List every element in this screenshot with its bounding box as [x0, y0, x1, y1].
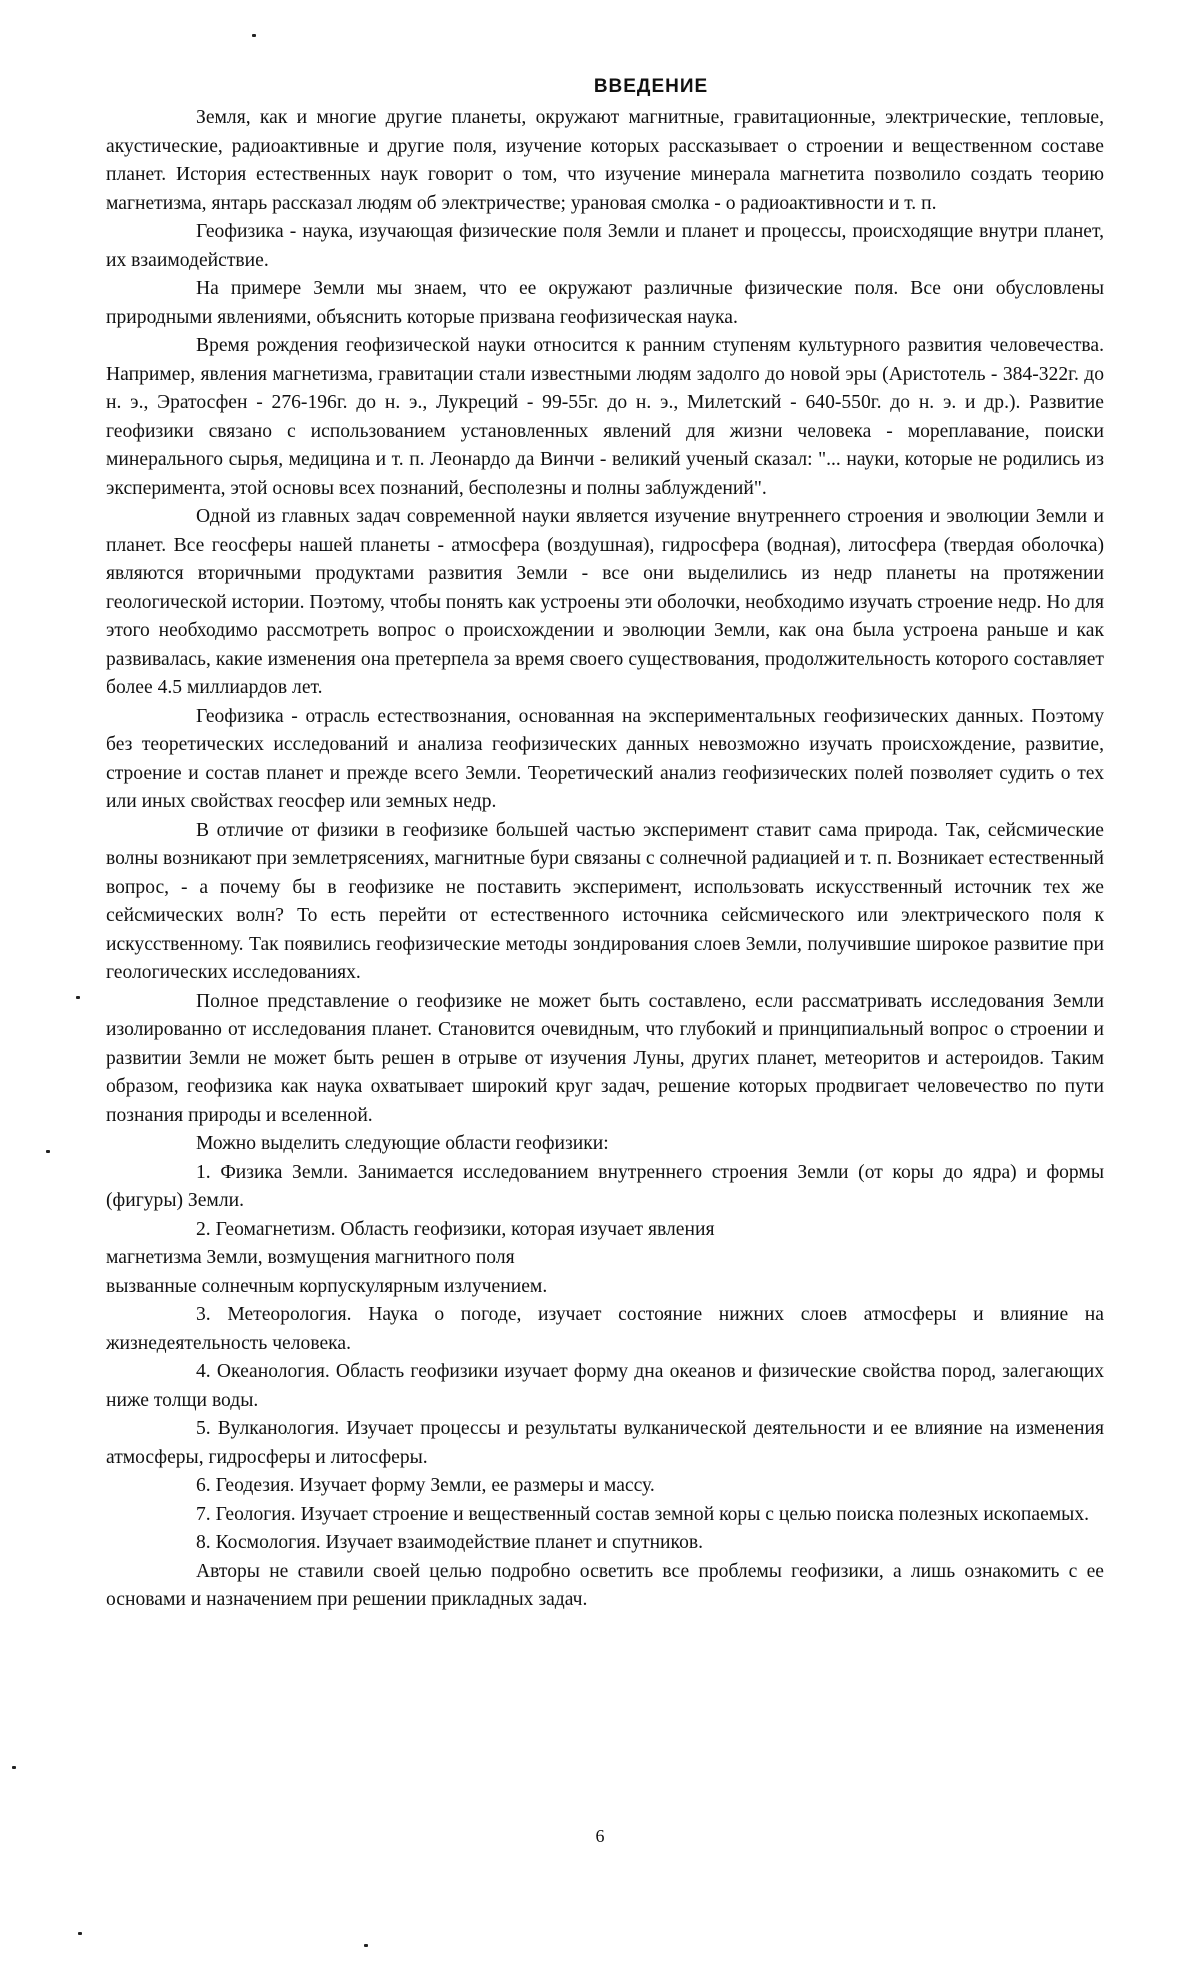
scan-speck	[76, 996, 80, 999]
scan-speck	[252, 34, 256, 37]
list-item-continuation: вызванные солнечным корпускулярным излучением.	[106, 1275, 548, 1297]
paragraph: Можно выделить следующие области геофизики:	[196, 1133, 609, 1154]
paragraph: В отличие от физики в геофизике большей частью эксперимент ставит сама природа. Так, сейсмические волны возникают при землетрясениях, магнитные бури связаны с солнечной радиацией и т. п. Возникает естественный вопрос, - а почему бы в геофизике не поставить эксперимент, использовать искусственный источник тех же сейсмических волн? То есть перейти от естественного источника сейсмического или электрического поля к искусственному. Так появились геофизические методы зондирования слоев Земли, получившие широкое развитие при геологических исследованиях.	[106, 819, 1104, 983]
paragraph: Одной из главных задач современной науки является изучение внутреннего строения и эволюции Земли и планет. Все геосферы нашей планеты - атмосфера (воздушная), гидросфера (водная), литосфера (твердая оболочка) являются вторичными продуктами развития Земли - все они выделились из недр планеты на протяжении геологической истории. Поэтому, чтобы понять как устроены эти оболочки, необходимо изучать строение недр. Но для этого необходимо рассмотреть вопрос о происхождении и эволюции Земли, как она была устроена раньше и как развивалась, какие изменения она претерпела за время своего существования, продолжительность которого составляет более 4.5 миллиардов лет.	[106, 506, 1104, 698]
scan-speck	[46, 1150, 50, 1153]
paragraph: Геофизика - отрасль естествознания, основанная на экспериментальных геофизических данных. Поэтому без теоретических исследований и анализа геофизических данных невозможно изучать происхождение, развитие, строение и состав планет и прежде всего Земли. Теоретический анализ геофизических полей позволяет судить о тех или иных свойствах геосфер или земных недр.	[106, 705, 1104, 812]
paragraph: Время рождения геофизической науки относится к ранним ступеням культурного развития человечества. Например, явления магнетизма, гравитации стали известными людям задолго до новой эры (Аристотель - 384-322г. до н. э., Эратосфен - 276-196г. до н. э., Лукреций - 99-55г. до н. э., Милетский - 640-550г. до н. э. и др.). Развитие геофизики связано с использованием установленных явлений для жизни человека - мореплавание, поиски минерального сырья, медицина и т. п. Леонардо да Винчи - великий ученый сказал: "... науки, которые не родились из эксперимента, этой основы всех познаний, бесполезны и полны заблуждений".	[106, 335, 1104, 499]
paragraph: Земля, как и многие другие планеты, окружают магнитные, гравитационные, электрические, тепловые, акустические, радиоактивные и другие поля, изучение которых рассказывает о строении и вещественном составе планет. История естественных наук говорит о том, что изучение минерала магнетита позволило создать теорию магнетизма, янтарь рассказал людям об электричестве; урановая смолка - о радиоактивности и т. п.	[106, 107, 1104, 214]
closing-paragraph: Авторы не ставили своей целью подробно осветить все проблемы геофизики, а лишь ознакомить с ее основами и назначением при решении прикладных задач.	[106, 1560, 1104, 1610]
list-item: 4. Океанология. Область геофизики изучает форму дна океанов и физические свойства пород, залегающих ниже толщи воды.	[106, 1361, 1104, 1411]
paragraph: На примере Земли мы знаем, что ее окружают различные физические поля. Все они обусловлены природными явлениями, объяснить которые призвана геофизическая наука.	[106, 278, 1104, 328]
scan-speck	[78, 1932, 82, 1935]
page-number: 6	[595, 1826, 605, 1846]
list-item-continuation: магнетизма Земли, возмущения магнитного поля	[106, 1247, 515, 1268]
scan-speck	[12, 1766, 16, 1769]
list-item: 8. Космология. Изучает взаимодействие планет и спутников.	[196, 1532, 704, 1553]
document-title: ВВЕДЕНИЕ	[593, 76, 709, 97]
paragraph: Геофизика - наука, изучающая физические поля Земли и планет и процессы, происходящие внутри планет, их взаимодействие.	[106, 221, 1104, 271]
list-item: 3. Метеорология. Наука о погоде, изучает состояние нижних слоев атмосферы и влияние на жизнедеятельность человека.	[106, 1304, 1104, 1354]
list-item: 5. Вулканология. Изучает процессы и результаты вулканической деятельности и ее влияние на изменения атмосферы, гидросферы и литосферы.	[106, 1418, 1104, 1468]
list-item: 2. Геомагнетизм. Область геофизики, которая изучает явления	[196, 1218, 715, 1240]
paragraph: Полное представление о геофизике не может быть составлено, если рассматривать исследования Земли изолированно от исследования планет. Становится очевидным, что глубокий и принципиальный вопрос о строении и развитии Земли не может быть решен в отрыве от изучения Луны, других планет, метеоритов и астероидов. Таким образом, геофизика как наука охватывает широкий круг задач, решение которых продвигает человечество по пути познания природы и вселенной.	[106, 990, 1104, 1126]
scan-speck	[364, 1944, 368, 1947]
document-page	[106, 76, 1104, 1615]
list-item: 7. Геология. Изучает строение и вещественный состав земной коры с целью поиска полезных ископаемых.	[196, 1503, 1090, 1525]
list-item: 6. Геодезия. Изучает форму Земли, ее размеры и массу.	[196, 1475, 655, 1496]
list-item: 1. Физика Земли. Занимается исследованием внутреннего строения Земли (от коры до ядра) и формы (фигуры) Земли.	[106, 1161, 1104, 1211]
